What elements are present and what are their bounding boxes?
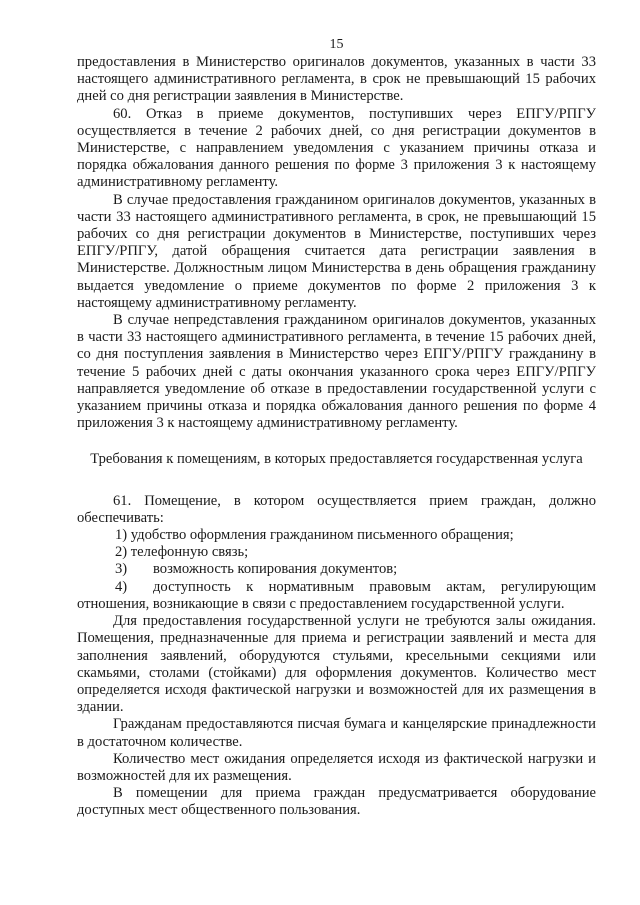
paragraph-waiting-rooms: Для предоставления государственной услуги не требуются залы ожидания. Помещения, предназначенные для приема и регистрации заявлений и места для заполнения заявлений, оборудуются стульями, кресельными секциями или скамьями, столами (стойками) для оформления документов. Количество мест определяется исходя фактической нагрузки и возможностей для их размещения в здании. [77, 613, 596, 716]
document-body [77, 54, 596, 820]
list-item-4-text: доступность к нормативным правовым актам, регулирующим отношения, возникающие в связи с предоставлением государственной услуги. [77, 578, 596, 612]
list-item-3-text: возможность копирования документов; [153, 561, 398, 578]
list-item-4 [77, 579, 596, 613]
paragraph-61: 61. Помещение, в котором осуществляется прием граждан, должно обеспечивать: [77, 492, 596, 526]
paragraph-waiting-places: Количество мест ожидания определяется исходя из фактической нагрузки и возможностей для их размещения. [77, 750, 596, 784]
list-item-3-number: 3) [115, 561, 128, 578]
paragraph-continuation: предоставления в Министерство оригиналов документов, указанных в части 33 настоящего административного регламента, в срок не превышающий 15 рабочих дней со дня регистрации заявления в Министерстве. [77, 54, 596, 105]
paragraph-stationery: Гражданам предоставляются писчая бумага и канцелярские принадлежности в достаточном количестве. [77, 716, 596, 750]
paragraph-public-places: В помещении для приема граждан предусматривается оборудование доступных мест общественного пользования. [77, 785, 596, 819]
page-number: 15 [329, 37, 344, 52]
list-item-3 [77, 561, 596, 578]
paragraph-60-refusal: В случае непредставления гражданином оригиналов документов, указанных в части 33 настоящего административного регламента, в течение 15 рабочих дней, со дня поступления заявления в Министерство через ЕПГУ/РПГУ гражданину в течение 5 рабочих дней с даты окончания указанного срока через ЕПГУ/РПГУ направляется уведомление об отказе в предоставлении государственной услуги с указанием причины отказа и порядка обжалования данного решения по форме 4 приложения 3 к настоящему административному регламенту. [77, 312, 596, 432]
paragraph-60: 60. Отказ в приеме документов, поступивших через ЕПГУ/РПГУ осуществляется в течение 2 рабочих дней, со дня регистрации документов в Министерстве, с направлением уведомления с указанием причины отказа и порядка обжалования данного решения по форме 3 приложения 3 к настоящему административному регламенту. [77, 105, 596, 191]
section-heading: Требования к помещениям, в которых предоставляется государственная услуга [90, 451, 583, 468]
paragraph-60-originals: В случае предоставления гражданином оригиналов документов, указанных в части 33 настоящего административного регламента, в срок, не превышающий 15 рабочих со дня регистрации документов в Министерстве, поступивших через ЕПГУ/РПГУ, датой обращения считается дата регистрации заявления в Министерстве. Должностным лицом Министерства в день обращения гражданину выдается уведомление о приеме документов по форме 2 приложения 3 к настоящему административному регламенту. [77, 191, 596, 311]
list-item-4-number: 4) [115, 578, 128, 595]
list-item-2: 2) телефонную связь; [115, 544, 249, 561]
list-item-1: 1) удобство оформления гражданином письменного обращения; [115, 527, 514, 544]
